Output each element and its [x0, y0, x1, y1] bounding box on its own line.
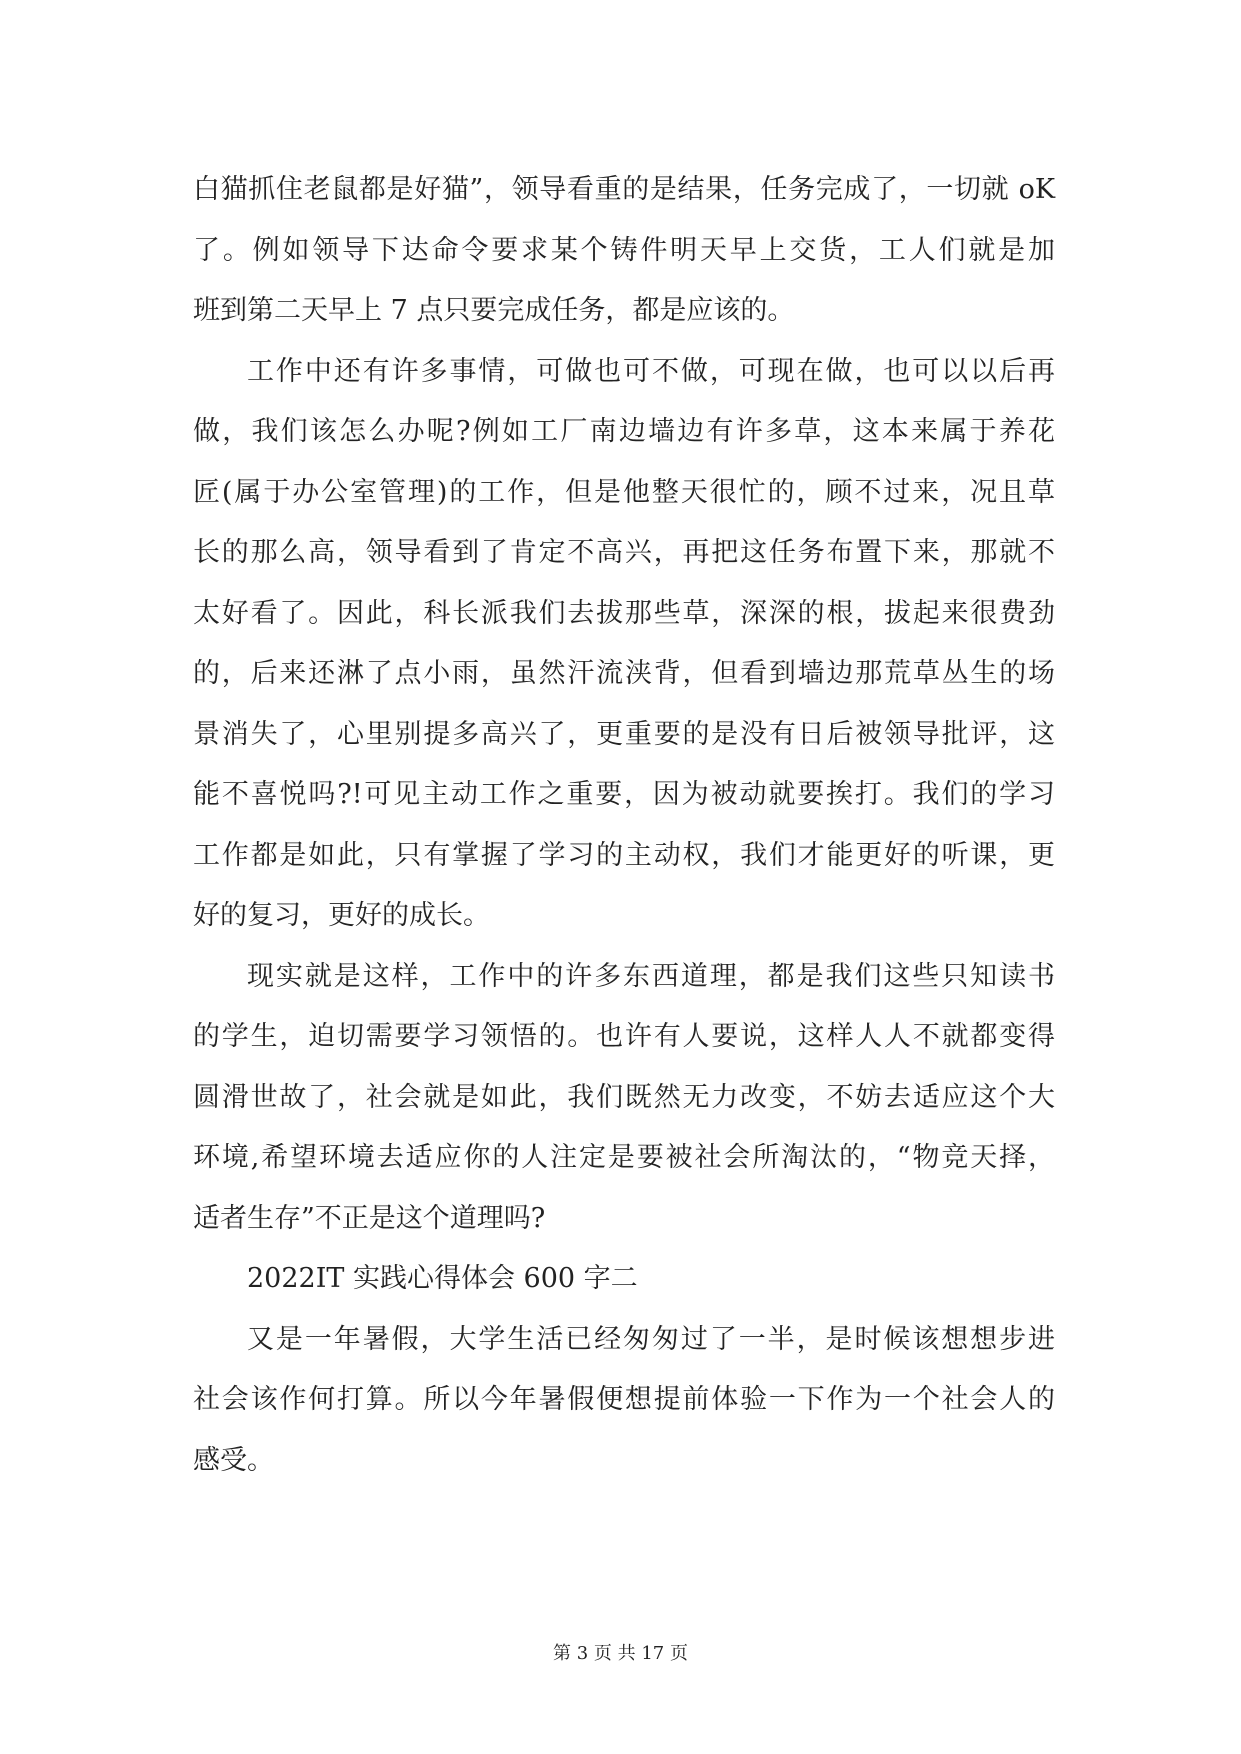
text-line: 圆滑世故了，社会就是如此，我们既然无力改变，不妨去适应这个大: [193, 1081, 1055, 1113]
text-line: 工作中还有许多事情，可做也可不做，可现在做，也可以以后再: [247, 355, 1055, 387]
text-line: 景消失了，心里别提多高兴了，更重要的是没有日后被领导批评，这: [193, 718, 1055, 750]
text-line: 工作都是如此，只有掌握了学习的主动权，我们才能更好的听课，更: [193, 839, 1055, 871]
text-line: 白猫抓住老鼠都是好猫”，领导看重的是结果，任务完成了，一切就 oK: [193, 174, 1055, 205]
text-line: 又是一年暑假，大学生活已经匆匆过了一半，是时候该想想步进: [247, 1323, 1055, 1355]
text-line: 感受。: [193, 1444, 274, 1476]
text-line: 做，我们该怎么办呢?例如工厂南边墙边有许多草，这本来属于养花: [193, 416, 1055, 447]
text-line: 班到第二天早上 7 点只要完成任务，都是应该的。: [193, 295, 795, 326]
text-line: 太好看了。因此，科长派我们去拔那些草，深深的根，拔起来很费劲: [193, 597, 1055, 629]
text-line: 能不喜悦吗?!可见主动工作之重要，因为被动就要挨打。我们的学习: [193, 779, 1055, 810]
page-number-footer: 第 3 页 共 17 页: [553, 1643, 688, 1664]
text-line: 适者生存”不正是这个道理吗?: [193, 1202, 546, 1234]
text-line: 好的复习，更好的成长。: [193, 900, 490, 931]
text-line: 的，后来还淋了点小雨，虽然汗流浃背，但看到墙边那荒草丛生的场: [193, 658, 1055, 689]
text-line: 社会该作何打算。所以今年暑假便想提前体验一下作为一个社会人的: [193, 1384, 1055, 1415]
text-line: 的学生，迫切需要学习领悟的。也许有人要说，这样人人不就都变得: [193, 1021, 1055, 1052]
text-line: 环境,希望环境去适应你的人注定是要被社会所淘汰的，“物竞天择，: [193, 1142, 1055, 1173]
document-body: [193, 160, 1055, 1491]
section-heading: 2022IT 实践心得体会 600 字二: [247, 1263, 638, 1294]
text-line: 现实就是这样，工作中的许多东西道理，都是我们这些只知读书: [247, 960, 1055, 992]
text-line: 了。例如领导下达命令要求某个铸件明天早上交货，工人们就是加: [193, 234, 1055, 266]
text-line: 长的那么高，领导看到了肯定不高兴，再把这任务布置下来，那就不: [193, 537, 1055, 568]
text-line: 匠(属于办公室管理)的工作，但是他整天很忙的，顾不过来，况且草: [193, 476, 1055, 508]
